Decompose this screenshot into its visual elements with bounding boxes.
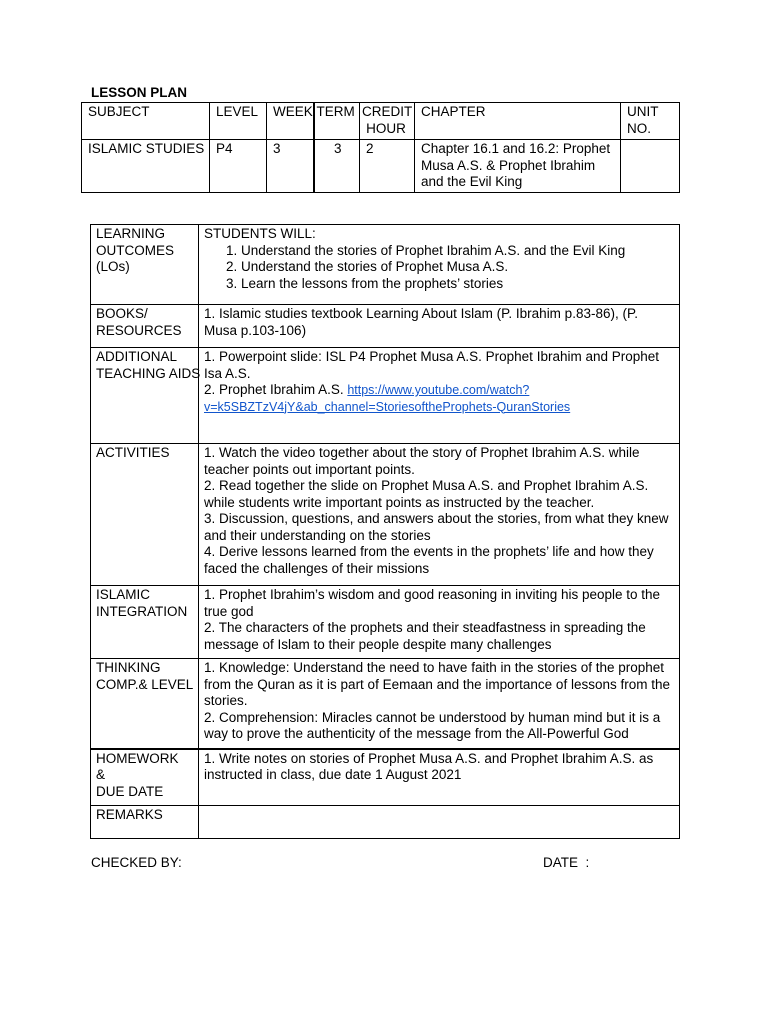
list-item: 3. Discussion, questions, and answers about the stories, from what they knew and their understanding on the stories [204, 511, 669, 543]
activities-content [199, 444, 680, 586]
list-item: 2. Read together the slide on Prophet Musa A.S. and Prophet Ibrahim A.S. while students write important points as instructed by the teacher. [204, 478, 649, 510]
list-item: 2. The characters of the prophets and their steadfastness in spreading the message of Islam to their people despite many challenges [204, 620, 646, 652]
aids-label-line2: TEACHING AIDS [96, 365, 201, 381]
video-link-part2[interactable]: v=k5SBZTzV4jY&ab_channel=StoriesoftheProphets-QuranStories [204, 399, 571, 414]
homework-label-line2: & [96, 767, 106, 782]
level-header: LEVEL [210, 103, 267, 140]
date-label: DATE : [543, 855, 590, 870]
unit-header-line1: UNIT [627, 104, 659, 119]
video-link-part1[interactable]: https://www.youtube.com/watch? [347, 383, 530, 397]
islamic-label-line1: ISLAMIC [96, 587, 151, 602]
thinking-content [199, 659, 680, 749]
unit-header [621, 103, 680, 140]
chapter-value: Chapter 16.1 and 16.2: Prophet Musa A.S. & Prophet Ibrahim and the Evil King [415, 140, 621, 193]
week-value: 3 [267, 140, 314, 193]
document-title: LESSON PLAN [91, 85, 188, 100]
list-item: 1. Knowledge: Understand the need to have faith in the stories of the prophet from the Quran as it is part of Eemaan and the importance of lessons from the stories. [204, 660, 670, 708]
aids-line2 [204, 382, 674, 399]
lo-label-line2: OUTCOMES [96, 242, 175, 258]
thinking-label-line1: THINKING [96, 660, 161, 675]
activities-label: ACTIVITIES [91, 444, 199, 586]
homework-label-line3: DUE DATE [96, 783, 164, 799]
list-item: 3. Learn the lessons from the prophets’ stories [226, 275, 504, 291]
list-item: 4. Derive lessons learned from the events in the prophets’ life and how they faced the challenges of their missions [204, 544, 654, 576]
credit-header [360, 103, 415, 140]
aids-row [91, 348, 680, 444]
islamic-label-line2: INTEGRATION [96, 603, 188, 619]
homework-row [91, 749, 680, 806]
credit-header-line2: HOUR [366, 120, 406, 136]
islamic-content [199, 586, 680, 659]
list-item: 2. Comprehension: Miracles cannot be understood by human mind but it is a way to prove the authenticity of the message from the All-Powerful God [204, 709, 661, 741]
islamic-label [91, 586, 199, 659]
aids-label-line1: ADDITIONAL [96, 349, 178, 364]
learning-outcomes-row [91, 225, 680, 305]
lo-label-line1: LEARNING [96, 226, 166, 241]
week-header: WEEK [267, 103, 314, 140]
learning-outcomes-label [91, 225, 199, 305]
credit-value: 2 [360, 140, 415, 193]
homework-content: 1. Write notes on stories of Prophet Musa A.S. and Prophet Ibrahim A.S. as instructed in class, due date 1 August 2021 [199, 749, 680, 806]
list-item: 1. Understand the stories of Prophet Ibrahim A.S. and the Evil King [226, 242, 626, 258]
subject-header: SUBJECT [82, 103, 210, 140]
islamic-integration-row [91, 586, 680, 659]
remarks-row [91, 806, 680, 839]
remarks-content [199, 806, 680, 839]
lo-label-line3: (LOs) [96, 259, 130, 274]
list-item: 1. Watch the video together about the story of Prophet Ibrahim A.S. while teacher points out important points. [204, 445, 640, 477]
header-row [82, 103, 680, 140]
activities-row [91, 444, 680, 586]
thinking-row [91, 659, 680, 749]
header-table [81, 102, 680, 193]
values-row [82, 140, 680, 193]
aids-content [199, 348, 680, 444]
aids-label [91, 348, 199, 444]
thinking-label [91, 659, 199, 749]
aids-line1: 1. Powerpoint slide: ISL P4 Prophet Musa A.S. Prophet Ibrahim and Prophet Isa A.S. [204, 349, 660, 381]
subject-value: ISLAMIC STUDIES [82, 140, 210, 193]
books-content: 1. Islamic studies textbook Learning About Islam (P. Ibrahim p.83-86), (P. Musa p.103-106) [199, 305, 680, 348]
credit-header-line1: CREDIT [362, 104, 413, 119]
lo-intro: STUDENTS WILL: [204, 226, 316, 241]
term-value: 3 [314, 140, 360, 193]
books-label [91, 305, 199, 348]
learning-outcomes-content [199, 225, 680, 305]
lo-list [204, 243, 674, 293]
term-header: TERM [314, 103, 360, 140]
level-value: P4 [210, 140, 267, 193]
books-label-line2: RESOURCES [96, 322, 182, 338]
thinking-label-line2: COMP.& LEVEL [96, 676, 194, 692]
unit-header-line2: NO. [627, 120, 652, 136]
aids-line2-prefix: 2. Prophet Ibrahim A.S. [204, 382, 348, 397]
unit-value [621, 140, 680, 193]
list-item: 2. Understand the stories of Prophet Musa A.S. [226, 259, 509, 274]
homework-label [91, 749, 199, 806]
checked-by-label: CHECKED BY: [91, 855, 182, 870]
homework-label-line1: HOMEWORK [96, 750, 179, 766]
list-item: 1. Prophet Ibrahim’s wisdom and good reasoning in inviting his people to the true god [204, 587, 661, 619]
books-row [91, 305, 680, 348]
lesson-plan-table [90, 224, 680, 839]
remarks-label: REMARKS [91, 806, 199, 839]
chapter-header: CHAPTER [415, 103, 621, 140]
books-label-line1: BOOKS/ [96, 306, 148, 321]
